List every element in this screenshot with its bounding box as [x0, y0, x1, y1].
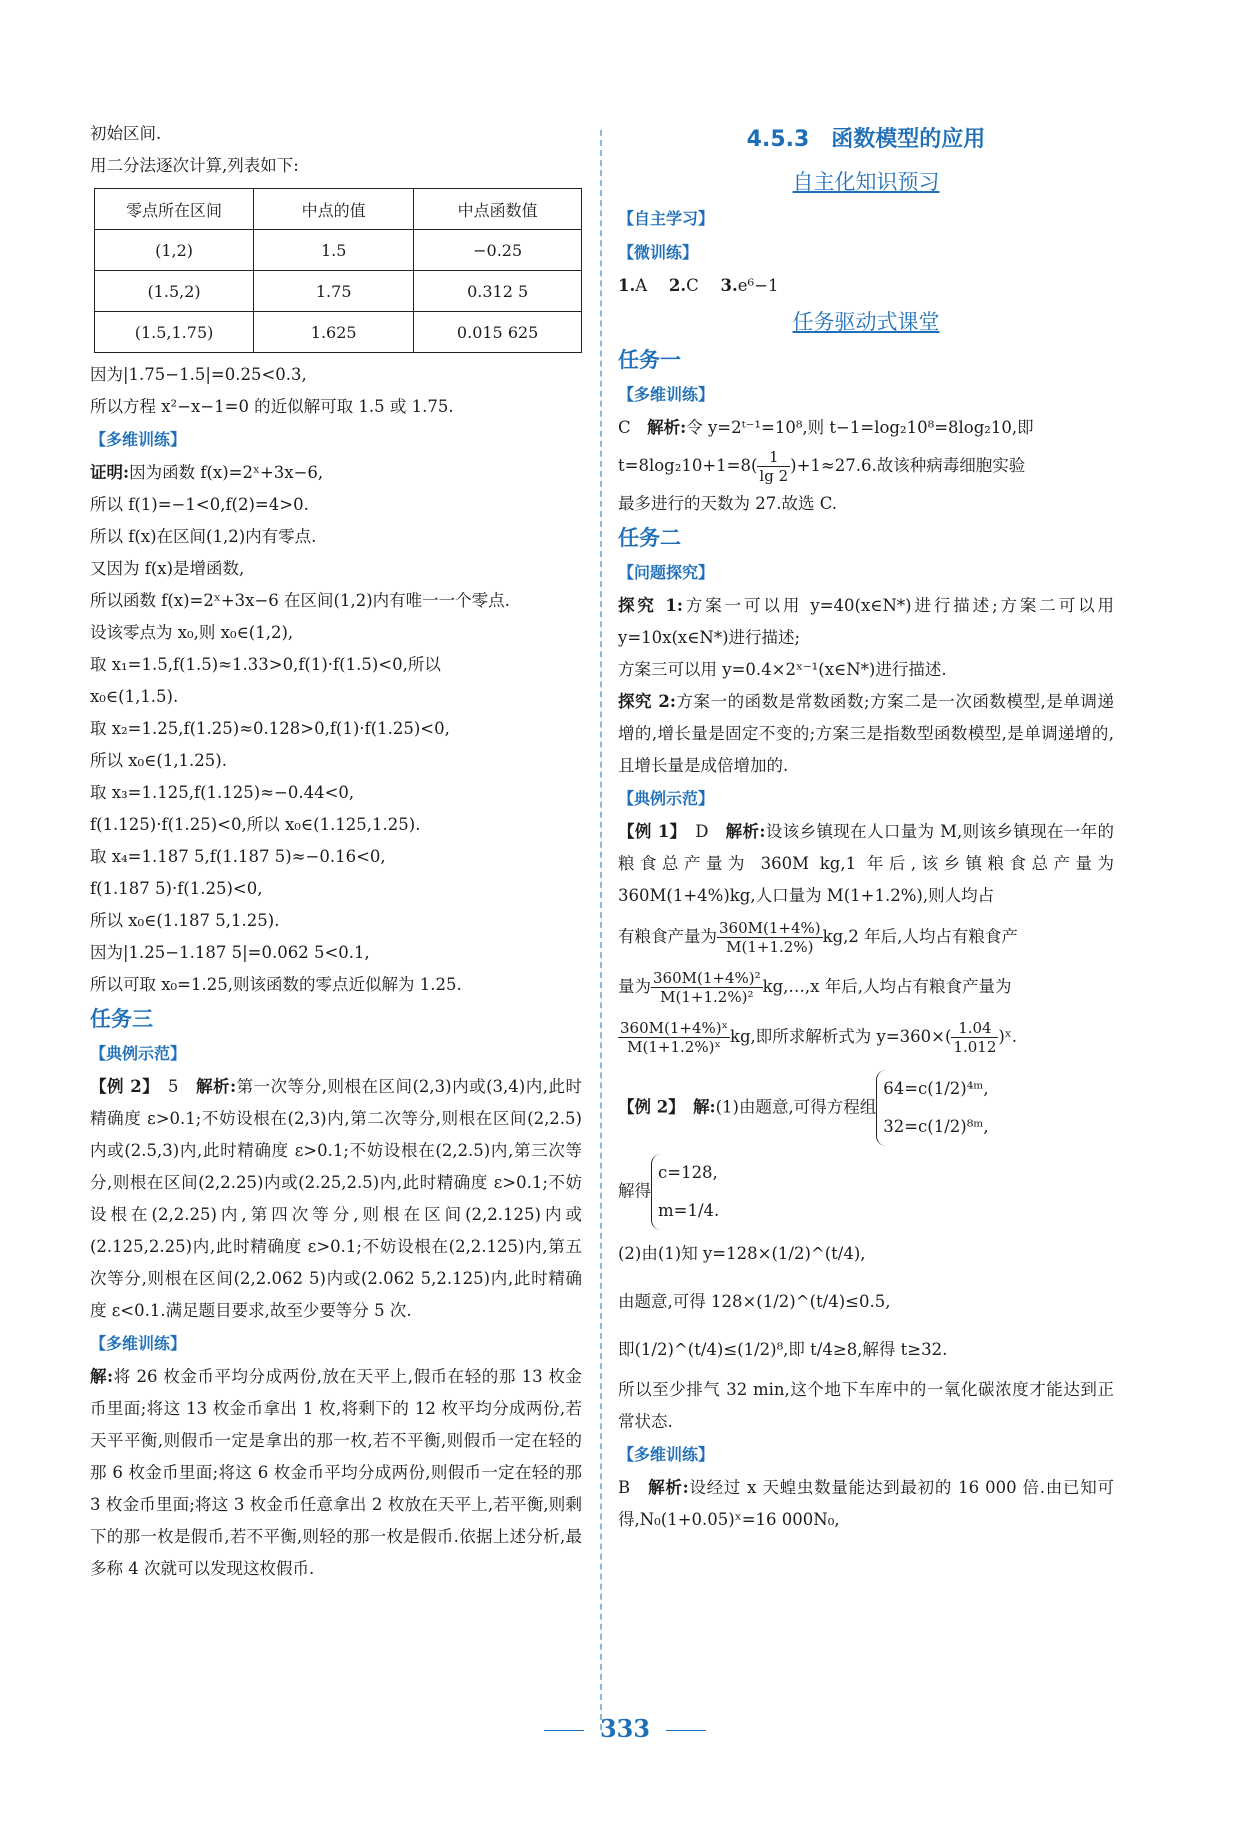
section-tag: 【多维训练】	[618, 385, 715, 404]
answer-num: 1.	[618, 276, 636, 295]
numerator: 1.04	[951, 1019, 998, 1038]
proof-line: 设该零点为 x₀,则 x₀∈(1,2),	[90, 623, 294, 642]
text: kg,2 年后,人均占有粮食产	[822, 927, 1018, 946]
text-paragraph: 所以至少排气 32 min,这个地下车库中的一氧化碳浓度才能达到正常状态.	[618, 1380, 1114, 1431]
proof-first-line	[90, 457, 582, 489]
jiexi-label: 解析:	[647, 418, 687, 437]
coin-paragraph	[90, 1361, 582, 1585]
example-2-paragraph	[90, 1071, 582, 1327]
proof-line: 又因为 f(x)是增函数,	[90, 559, 245, 578]
example-2-line	[618, 1070, 1114, 1146]
proof-label: 证明:	[90, 463, 130, 482]
answer-num: 2.	[668, 276, 687, 295]
section-tag: 【自主学习】	[618, 209, 715, 228]
intro-line: 用二分法逐次计算,列表如下:	[90, 156, 299, 175]
table-cell: 0.312 5	[414, 271, 582, 312]
explore-label: 探究 2:	[618, 692, 676, 711]
jiexi-label: 解析:	[648, 1478, 689, 1497]
proof-text: 因为函数 f(x)=2ˣ+3x−6,	[129, 463, 324, 482]
text: 方案一的函数是常数函数;方案二是一次函数模型,是单调递增的,增长量是固定不变的;方案三是指数型函数模型,是单调递增的,且增长量是成倍增加的.	[618, 692, 1114, 775]
table-cell: 1.5	[254, 230, 414, 271]
text-line	[618, 1012, 1114, 1062]
table-header: 中点的值	[254, 189, 414, 230]
section-tag: 【问题探究】	[618, 563, 715, 582]
explore-2	[618, 686, 1114, 782]
answer-value: C	[686, 276, 699, 295]
answer-value: C	[618, 418, 631, 437]
proof-line: 取 x₁=1.5,f(1.5)≈1.33>0,f(1)·f(1.5)<0,所以	[90, 655, 441, 674]
fraction	[651, 969, 763, 1006]
solution-line	[618, 1154, 1114, 1230]
text-line: 方案三可以用 y=0.4×2ˣ⁻¹(x∈N*)进行描述.	[618, 660, 947, 679]
task-three-heading: 任务三	[90, 1007, 153, 1031]
proof-line: 因为|1.25−1.187 5|=0.062 5<0.1,	[90, 943, 370, 962]
column-divider	[600, 130, 602, 1730]
fraction	[951, 1019, 998, 1056]
denominator: lg 2	[759, 467, 789, 485]
table-header: 中点函数值	[414, 189, 582, 230]
numerator: 1	[757, 448, 790, 467]
section-tag: 【典例示范】	[618, 789, 715, 808]
table-cell: (1.5,1.75)	[95, 312, 254, 353]
explore-1	[618, 590, 1114, 654]
answer-value: e⁶−1	[737, 276, 779, 295]
task-one-heading: 任务一	[618, 348, 681, 372]
equation: c=128,	[658, 1163, 718, 1182]
equation-system	[876, 1070, 988, 1146]
coin-text: 将 26 枚金币平均分成两份,放在天平上,假币在轻的那 13 枚金币里面;将这 13 枚金币拿出 1 枚,将剩下的 12 枚平均分成两份,若天平平衡,则假币一定是拿出的那一枚,若不平衡,则假币一定在轻的那 6 枚金币里面;将这 6 枚金币平均分成两份,则假币一定在轻的那 3 枚金币里面;将这 3 枚金币任意拿出 2 枚放在天平上,若平衡,则剩下的那一枚是假币,若不平衡,则轻的那一枚是假币.依据上述分析,最多称 4 次就可以发现这枚假币.	[90, 1367, 582, 1578]
numerator: 360M(1+4%)	[719, 919, 821, 937]
text: kg,…,x 年后,人均占有粮食产量为	[762, 977, 1012, 996]
denominator: 1.012	[953, 1038, 997, 1056]
text: t=8log₂10+1=8(	[618, 456, 758, 475]
proof-line: 所以可取 x₀=1.25,则该函数的零点近似解为 1.25.	[90, 975, 462, 994]
proof-line: 取 x₄=1.187 5,f(1.187 5)≈−0.16<0,	[90, 847, 386, 866]
section-tag: 【多维训练】	[90, 430, 187, 449]
proof-line: f(1.187 5)·f(1.25)<0,	[90, 879, 263, 898]
table-row	[95, 230, 582, 271]
numerator: 360M(1+4%)ˣ	[620, 1019, 728, 1037]
table-row	[95, 271, 582, 312]
jie-label: 解:	[692, 1097, 716, 1117]
text: )ˣ.	[998, 1027, 1018, 1046]
text: (1)由题意,可得方程组	[715, 1097, 877, 1117]
text: 量为	[618, 977, 651, 996]
example-label: 【例 2】	[618, 1097, 677, 1117]
fraction	[757, 448, 790, 485]
table-header: 零点所在区间	[95, 189, 254, 230]
table-cell: (1,2)	[95, 230, 254, 271]
table-cell: 1.625	[254, 312, 414, 353]
text: 有粮食产量为	[618, 927, 717, 946]
text-line	[618, 962, 1114, 1012]
lesson-heading: 4.5.3 函数模型的应用	[746, 127, 986, 152]
proof-line: 取 x₃=1.125,f(1.125)≈−0.44<0,	[90, 783, 355, 802]
explore-label: 探究 1:	[618, 596, 683, 615]
proof-line: 所以 x₀∈(1,1.25).	[90, 751, 227, 770]
answers-line	[618, 270, 1114, 302]
answer-num: 3.	[720, 276, 738, 295]
fraction	[717, 919, 823, 956]
proof-line: x₀∈(1,1.5).	[90, 687, 179, 706]
section-tag: 【微训练】	[618, 243, 699, 262]
section-title: 任务驱动式课堂	[792, 310, 940, 334]
denominator: M(1+1.2%)ˣ	[627, 1038, 721, 1056]
example-label: 【例 1】	[618, 822, 679, 841]
section-tag: 【多维训练】	[90, 1334, 187, 1353]
text-line: (2)由(1)知 y=128×(1/2)^(t/4),	[618, 1244, 866, 1263]
jiexi-label: 解析:	[196, 1077, 237, 1096]
text: 设经过 x 天蝗虫数量能达到最初的 16 000 倍.由已知可得,N₀(1+0.05)ˣ=16 000N₀,	[618, 1478, 1115, 1529]
numerator: 360M(1+4%)²	[653, 969, 761, 987]
jie-label: 解:	[90, 1367, 114, 1386]
proof-line: 所以 x₀∈(1.187 5,1.25).	[90, 911, 280, 930]
proof-line: f(1.125)·f(1.25)<0,所以 x₀∈(1.125,1.25).	[90, 815, 421, 834]
text-line: 由题意,可得 128×(1/2)^(t/4)≤0.5,	[618, 1292, 891, 1311]
fraction	[618, 1019, 730, 1056]
text-line	[618, 444, 1114, 488]
bisection-table	[94, 188, 582, 353]
equation: 32=c(1/2)⁸ᵐ,	[883, 1117, 989, 1136]
answer-value: B	[618, 1478, 631, 1497]
text: kg,即所求解析式为 y=360×(	[729, 1027, 952, 1046]
text: )+1≈27.6.故该种病毒细胞实验	[790, 456, 1026, 475]
right-column	[618, 118, 1114, 1536]
text-line: 最多进行的天数为 27.故选 C.	[618, 494, 838, 513]
text-line: 因为|1.75−1.5|=0.25<0.3,	[90, 365, 307, 384]
text-line: 所以方程 x²−x−1=0 的近似解可取 1.5 或 1.75.	[90, 397, 454, 416]
proof-line: 取 x₂=1.25,f(1.25)≈0.128>0,f(1)·f(1.25)<0,	[90, 719, 450, 738]
proof-line: 所以 f(1)=−1<0,f(2)=4>0.	[90, 495, 309, 514]
table-cell: 0.015 625	[414, 312, 582, 353]
text: 方案一可以用 y=40(x∈N*)进行描述;方案二可以用 y=10x(x∈N*)进行描述;	[618, 596, 1114, 647]
example-1	[618, 816, 1114, 912]
intro-line: 初始区间.	[90, 124, 162, 143]
example-label: 【例 2】	[90, 1077, 152, 1096]
page-number	[0, 1714, 1250, 1743]
page-number-text: 333	[599, 1714, 651, 1743]
task-two-heading: 任务二	[618, 526, 681, 550]
proof-line: 所以 f(x)在区间(1,2)内有零点.	[90, 527, 317, 546]
example-text: 第一次等分,则根在区间(2,3)内或(3,4)内,此时精确度 ε>0.1;不妨设根在(2,3)内,第二次等分,则根在区间(2,2.5)内或(2.5,3)内,此时精确度 ε>0.1;不妨设根在(2,2.5)内,第三次等分,则根在区间(2,2.25)内或(2.25,2.5)内,此时精确度 ε>0.1;不妨设根在(2,2.25)内,第四次等分,则根在区间(2,2.125)内或(2.125,2.25)内,此时精确度 ε>0.1;不妨设根在(2,2.125)内,第五次等分,则根在区间(2,2.062 5)内或(2.062 5,2.125)内,此时精确度 ε<0.1.满足题目要求,故至少要等分 5 次.	[90, 1077, 582, 1320]
jiexi-label: 解析:	[725, 822, 766, 841]
last-paragraph	[618, 1472, 1114, 1536]
text-line	[618, 912, 1114, 962]
table-cell: 1.75	[254, 271, 414, 312]
section-tag: 【典例示范】	[90, 1044, 187, 1063]
text-line	[618, 412, 1114, 444]
text: 设该乡镇现在人口量为 M,则该乡镇现在一年的粮食总产量为 360M kg,1 年后,该乡镇粮食总产量为 360M(1+4%)kg,人口量为 M(1+1.2%),则人均占	[618, 822, 1115, 905]
example-answer: 5	[168, 1077, 179, 1096]
denominator: M(1+1.2%)	[726, 938, 814, 956]
text: 解得	[618, 1181, 651, 1201]
solution-system	[651, 1154, 719, 1230]
table-cell: −0.25	[414, 230, 582, 271]
section-tag: 【多维训练】	[618, 1445, 715, 1464]
equation: m=1/4.	[658, 1201, 720, 1220]
table-cell: (1.5,2)	[95, 271, 254, 312]
proof-line: 所以函数 f(x)=2ˣ+3x−6 在区间(1,2)内有唯一一个零点.	[90, 591, 510, 610]
text-line: 即(1/2)^(t/4)≤(1/2)⁸,即 t/4≥8,解得 t≥32.	[618, 1340, 948, 1359]
equation: 64=c(1/2)⁴ᵐ,	[883, 1079, 989, 1098]
section-title: 自主化知识预习	[792, 170, 940, 194]
table-row	[95, 312, 582, 353]
answer-value: D	[695, 822, 709, 841]
denominator: M(1+1.2%)²	[660, 988, 754, 1006]
text: 令 y=2ᵗ⁻¹=10⁸,则 t−1=log₂10⁸=8log₂10,即	[686, 418, 1034, 437]
left-column	[90, 118, 582, 1585]
answer-value: A	[635, 276, 648, 295]
